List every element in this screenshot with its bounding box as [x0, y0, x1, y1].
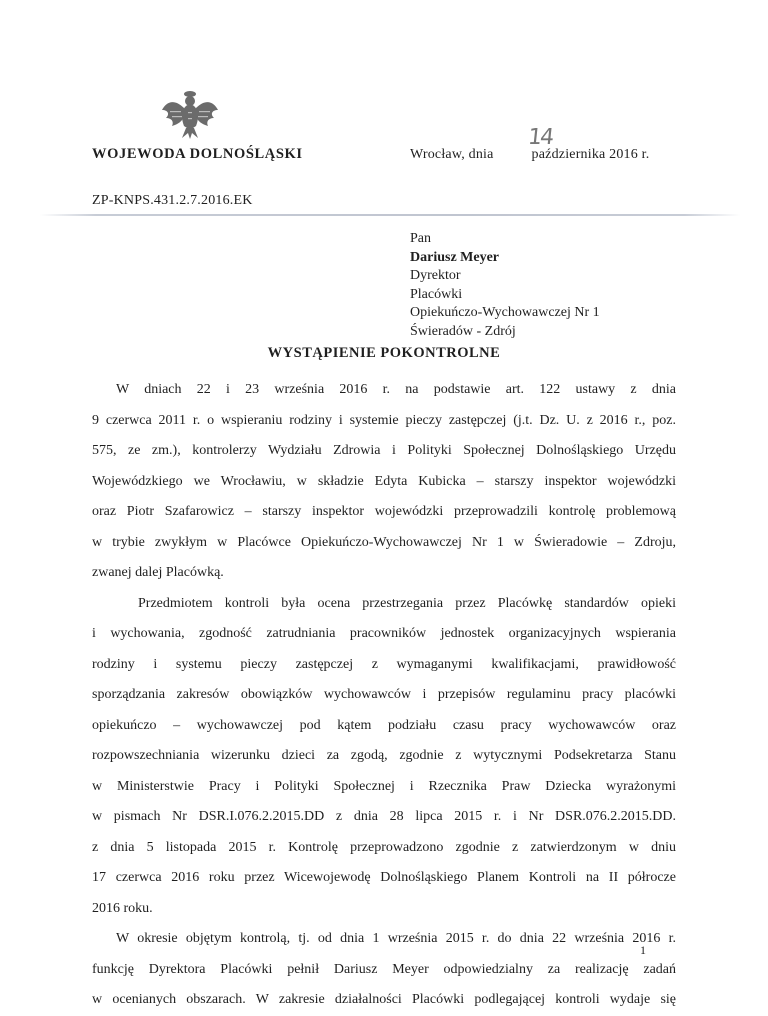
page-number: 1: [640, 943, 646, 957]
reference-number: ZP-KNPS.431.2.7.2016.EK: [92, 193, 253, 208]
body-line: sporządzania zakresów obowiązków wychowawców i przepisów regulaminu pracy placówki: [92, 687, 676, 702]
recipient-line: Dyrektor: [410, 268, 461, 283]
date-prefix: Wrocław, dnia: [410, 147, 494, 162]
body-line: Wojewódzkiego we Wrocławiu, w składzie Edyta Kubicka – starszy inspektor wojewódzki: [92, 473, 676, 489]
body-line: Przedmiotem kontroli była ocena przestrzegania przez Placówkę standardów opieki: [138, 595, 676, 611]
body-line: opiekuńczo – wychowawczej pod kątem podziału czasu pracy wychowawców oraz: [92, 717, 676, 733]
body-line: w trybie zwykłym w Placówce Opiekuńczo-Wychowawczej Nr 1 w Świeradowie – Zdroju,: [92, 534, 676, 550]
body-line: funkcję Dyrektora Placówki pełnił Dariusz Meyer odpowiedzialny za realizację zadań: [92, 961, 676, 977]
body-line: z dnia 5 listopada 2015 r. Kontrolę przeprowadzono zgodnie z zatwierdzonym w dniu: [92, 839, 676, 855]
recipient-line: Opiekuńczo-Wychowawczej Nr 1: [410, 305, 600, 320]
date-line: [410, 125, 650, 163]
recipient-name: Dariusz Meyer: [410, 249, 500, 265]
body-line: rodziny i systemu pieczy zastępczej z wymaganymi kwalifikacjami, prawidłowość: [92, 656, 676, 672]
body-line: 2016 roku.: [92, 900, 153, 916]
recipient-salutation: Pan: [410, 231, 431, 246]
issuing-authority: WOJEWODA DOLNOŚLĄSKI: [92, 146, 303, 162]
body-line: w Ministerstwie Pracy i Polityki Społecznej i Rzecznika Praw Dziecka wyrażonymi: [92, 778, 676, 794]
body-line: oraz Piotr Szafarowicz – starszy inspektor wojewódzki przeprowadzili kontrolę problemową: [92, 504, 676, 519]
document-title: WYSTĄPIENIE POKONTROLNE: [267, 345, 501, 361]
body-line: 9 czerwca 2011 r. o wspieraniu rodziny i systemie pieczy zastępczej (j.t. Dz. U. z 2016 r., poz.: [92, 412, 676, 428]
body-line: W dniach 22 i 23 września 2016 r. na podstawie art. 122 ustawy z dnia: [116, 382, 676, 397]
handwritten-day: 14: [526, 125, 554, 150]
header-divider: [40, 214, 740, 216]
recipient-line: Placówki: [410, 286, 463, 302]
body-line: W okresie objętym kontrolą, tj. od dnia 1 września 2015 r. do dnia 22 września 2016 r.: [116, 931, 676, 946]
body-line: 575, ze zm.), kontrolerzy Wydziału Zdrowia i Polityki Społecznej Dolnośląskiego Urzędu: [92, 443, 676, 458]
document-body: [92, 375, 676, 1016]
date-suffix: października 2016 r.: [531, 147, 650, 162]
body-line: 17 czerwca 2016 roku przez Wicewojewodę Dolnośląskiego Planem Kontroli na II półrocze: [92, 870, 676, 885]
body-line: zwanej dalej Placówką.: [92, 565, 224, 580]
body-line: rozpowszechniania wizerunku dzieci za zgodą, zgodnie z wytycznymi Podsekretarza Stanu: [92, 748, 676, 763]
recipient-block: [410, 230, 600, 341]
polish-eagle-emblem-icon: [160, 86, 220, 140]
body-line: w pismach Nr DSR.I.076.2.2015.DD z dnia 28 lipca 2015 r. i Nr DSR.076.2.2015.DD.: [92, 809, 676, 824]
body-line: w ocenianych obszarach. W zakresie działalności Placówki podlegającej kontroli wydaje się: [92, 992, 676, 1007]
body-line: i wychowania, zgodność zatrudniania pracowników jednostek organizacyjnych wspierania: [92, 626, 676, 641]
recipient-line: Świeradów - Zdrój: [410, 323, 516, 339]
